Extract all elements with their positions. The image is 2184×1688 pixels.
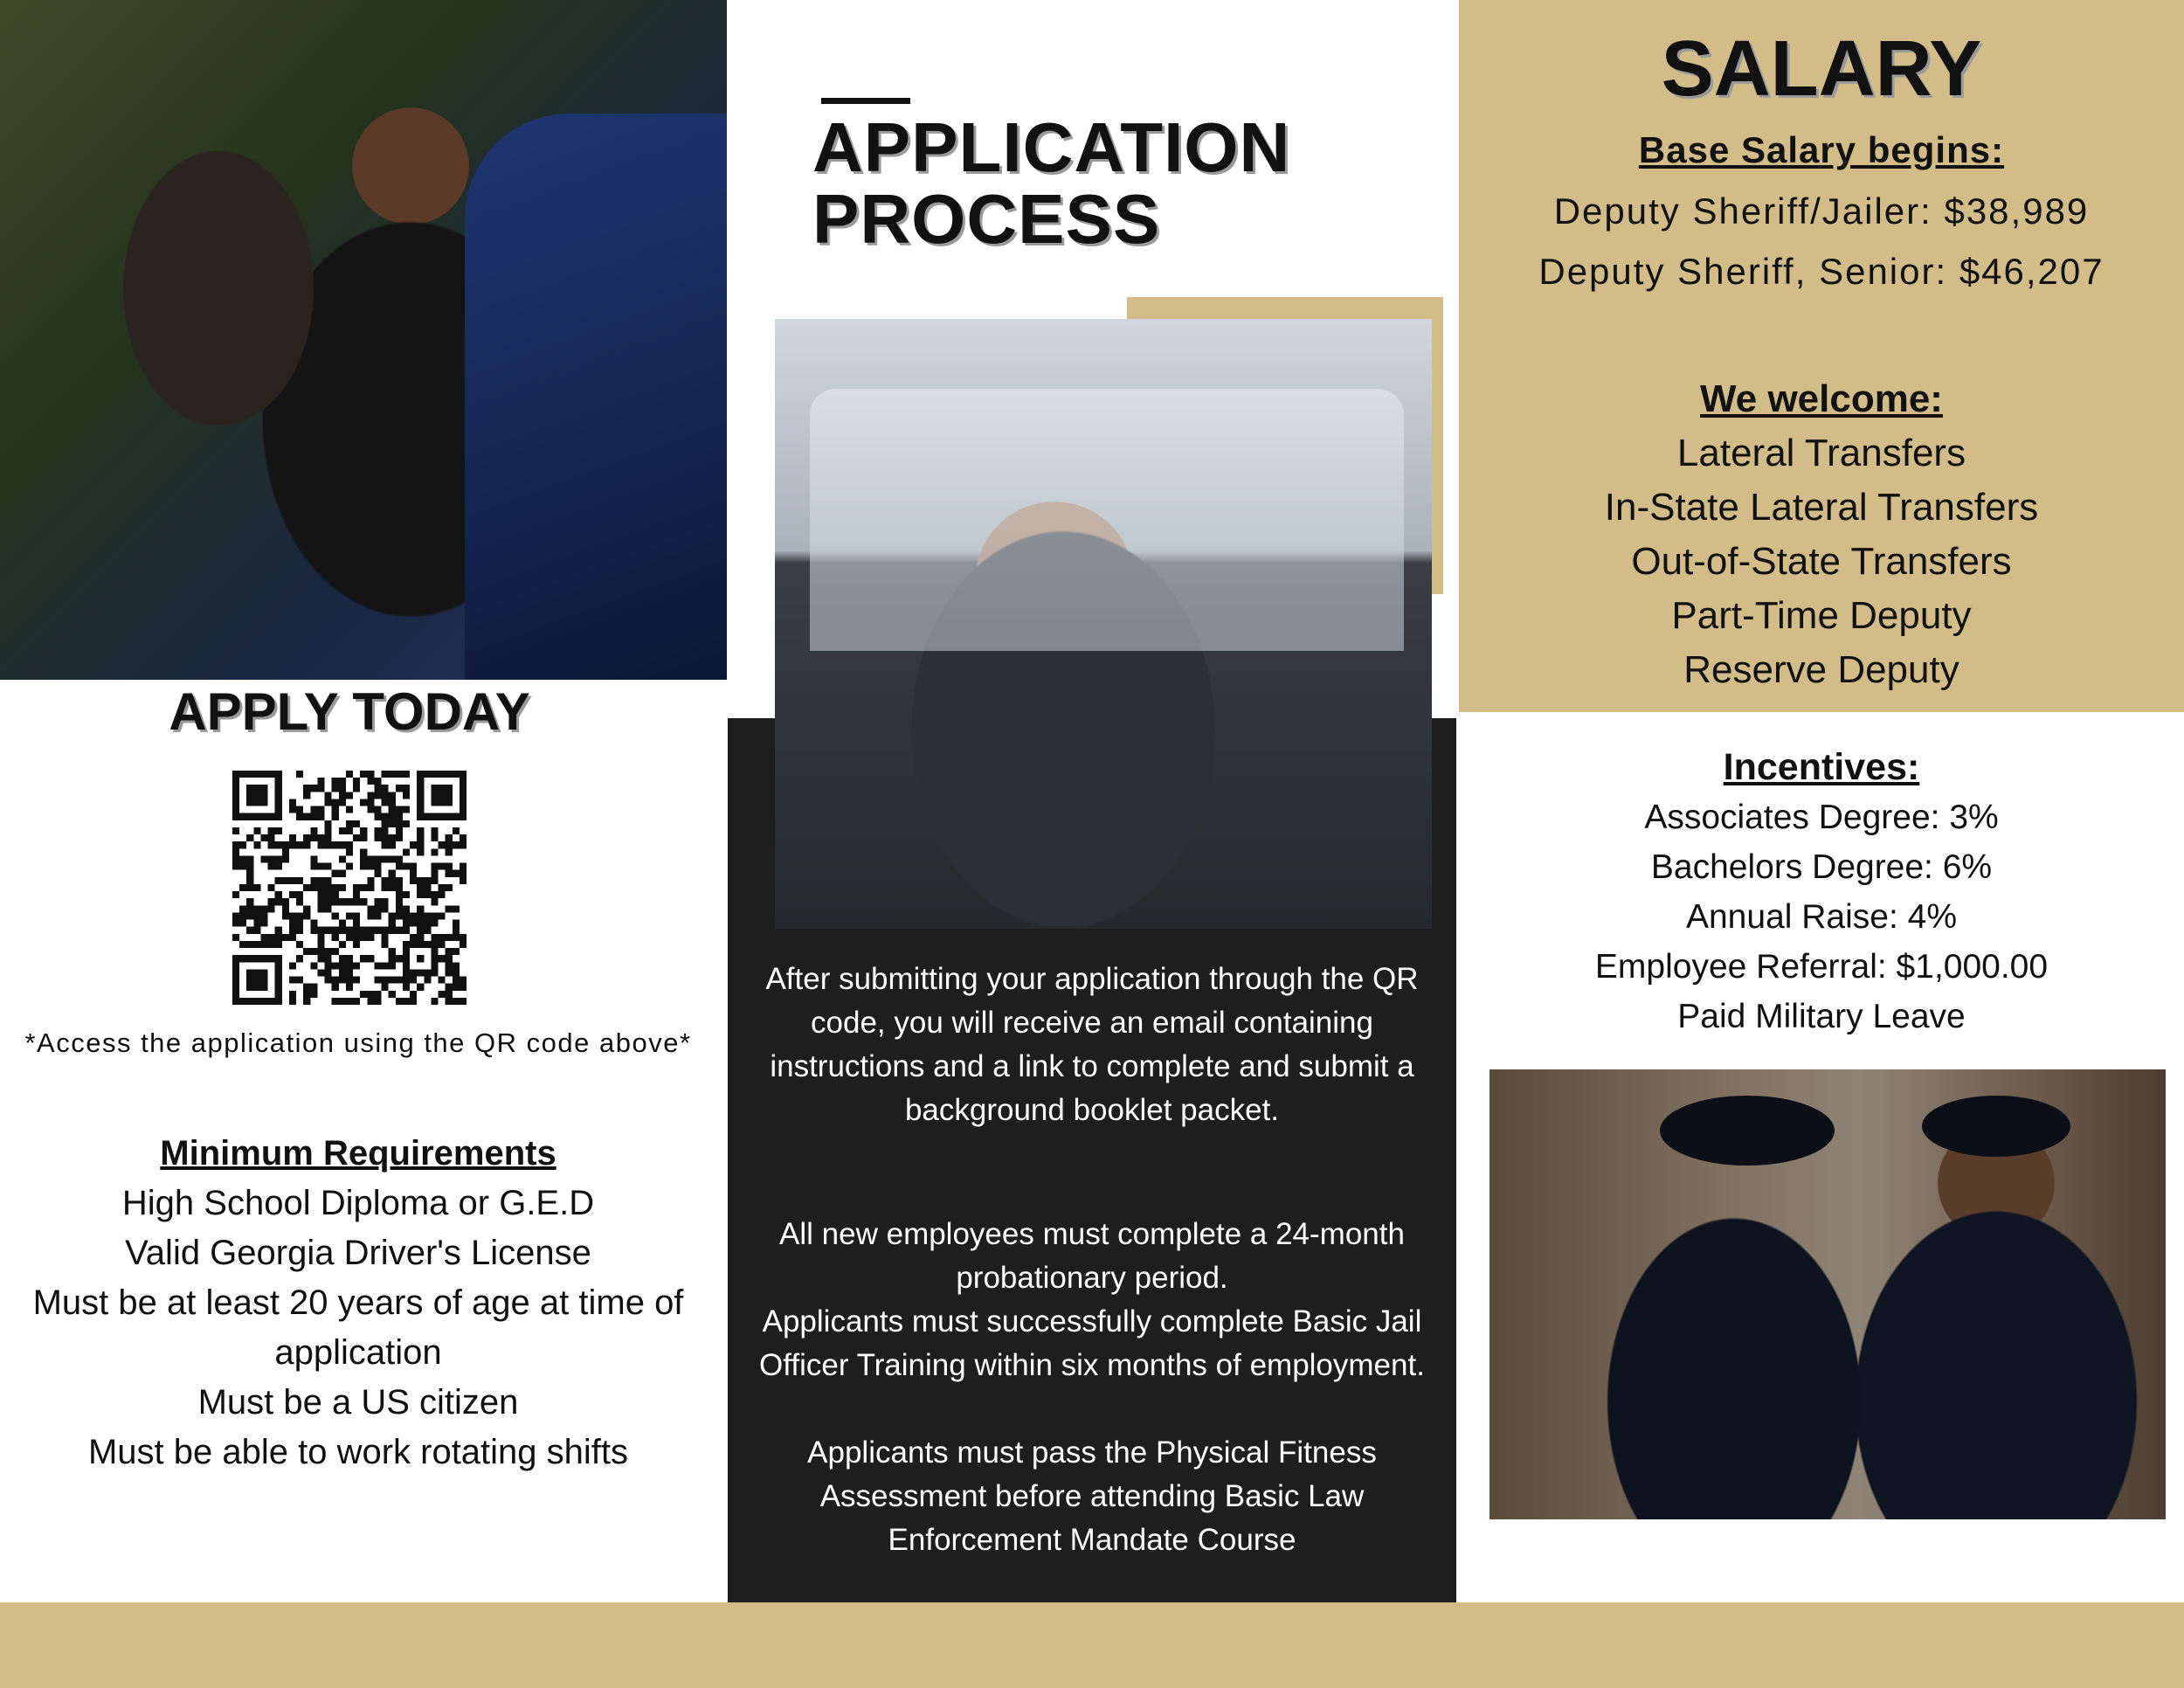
requirement-item: Must be at least 20 years of age at time of application bbox=[32, 1283, 684, 1372]
apply-today-heading: APPLY TODAY bbox=[169, 682, 530, 741]
requirement-item: Must be able to work rotating shifts bbox=[87, 1433, 629, 1471]
welcome-item: Part-Time Deputy bbox=[1671, 594, 1972, 637]
incentive-item: Employee Referral: $1,000.00 bbox=[1594, 948, 2049, 986]
incentives-section bbox=[1459, 743, 2184, 1041]
incentives-heading: Incentives: bbox=[1723, 746, 1920, 788]
incentive-item: Associates Degree: 3% bbox=[1644, 799, 1999, 836]
welcome-item: Reserve Deputy bbox=[1683, 648, 1959, 691]
welcome-heading: We welcome: bbox=[1700, 377, 1943, 420]
footer-band bbox=[0, 1602, 2184, 1688]
qr-note: *Access the application using the QR code above* bbox=[24, 1027, 692, 1058]
requirements-section bbox=[0, 1129, 716, 1477]
salary-line-jailer: Deputy Sheriff/Jailer: $38,989 bbox=[1553, 190, 2090, 232]
requirements-heading: Minimum Requirements bbox=[160, 1134, 556, 1173]
officers-photo bbox=[0, 0, 727, 680]
application-paragraph-3: Applicants must successfully complete Basic Jail Officer Training within six months of employment. bbox=[759, 1304, 1425, 1382]
base-salary-heading: Base Salary begins: bbox=[1638, 129, 2005, 170]
requirement-item: Valid Georgia Driver's License bbox=[125, 1234, 591, 1272]
welcome-item: Lateral Transfers bbox=[1676, 432, 1966, 474]
application-title-line1: APPLICATION bbox=[812, 108, 1291, 186]
incentive-item: Paid Military Leave bbox=[1677, 998, 1966, 1035]
requirement-item: High School Diploma or G.E.D bbox=[121, 1184, 595, 1222]
application-title bbox=[812, 108, 1424, 258]
welcome-item: Out-of-State Transfers bbox=[1631, 540, 2012, 583]
salary-line-senior: Deputy Sheriff, Senior: $46,207 bbox=[1538, 251, 2105, 292]
salute-photo bbox=[1489, 1069, 2166, 1519]
application-title-line2: PROCESS bbox=[812, 180, 1161, 258]
welcome-section bbox=[1459, 372, 2184, 697]
application-paragraph-4: Applicants must pass the Physical Fitness Assessment before attending Basic Law Enforcement Mandate Course bbox=[807, 1435, 1377, 1557]
title-rule bbox=[821, 98, 910, 104]
incentive-item: Annual Raise: 4% bbox=[1685, 898, 1958, 936]
salary-title: SALARY bbox=[1661, 25, 1982, 113]
requirement-item: Must be a US citizen bbox=[197, 1383, 519, 1422]
qr-code[interactable] bbox=[232, 771, 467, 1005]
application-paragraph-1: After submitting your application through the QR code, you will receive an email containing instructions and a link to complete and submit a background booklet packet. bbox=[765, 962, 1419, 1127]
welcome-item: In-State Lateral Transfers bbox=[1604, 486, 2039, 529]
application-paragraph-2: All new employees must complete a 24-month probationary period. bbox=[779, 1217, 1405, 1295]
incentive-item: Bachelors Degree: 6% bbox=[1650, 848, 1993, 886]
driver-photo bbox=[775, 319, 1432, 929]
